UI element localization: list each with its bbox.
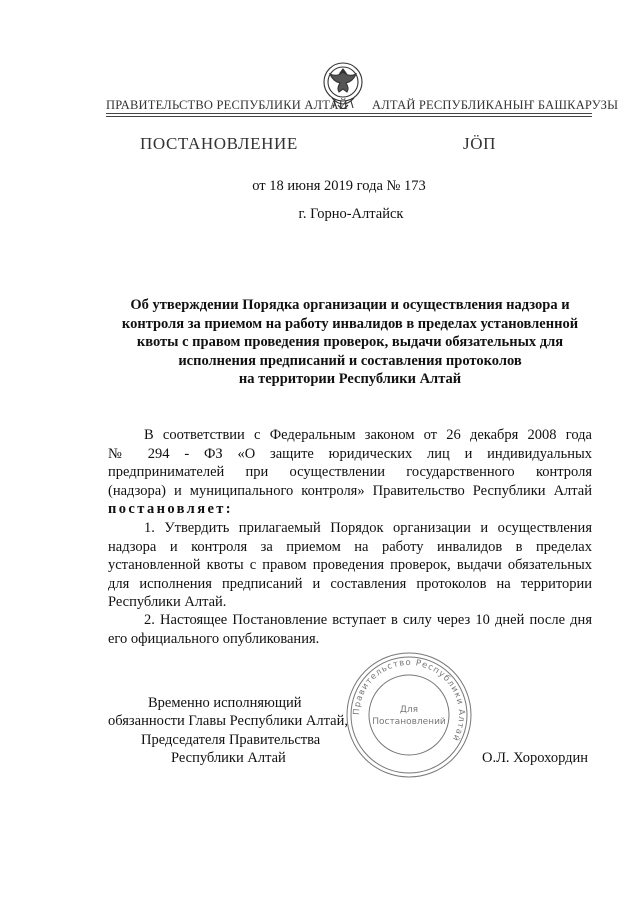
doc-type-russian: ПОСТАНОВЛЕНИЕ [140,134,298,153]
item-1-paragraph [108,519,592,612]
signatory-title-line: Республики Алтай [171,750,286,766]
header-rule-top [106,113,592,114]
issuer-name-russian: ПРАВИТЕЛЬСТВО РЕСПУБЛИКИ АЛТАЙ [106,98,348,112]
title-line: на территории Республики Алтай [238,371,462,387]
document-title [108,296,592,389]
stamp-inner-text: Постановлений [372,717,446,727]
signatory-title-line: Председателя Правительства [141,732,321,748]
item-2-paragraph [108,611,592,648]
stamp-inner-text: Для [399,705,419,715]
text-line: его официального опубликования. [108,630,320,647]
date-line: от 18 июня 2019 года № 173 [252,178,426,194]
title-line: квоты с правом проведения проверок, выдачи обязательных для [136,334,564,350]
signatory-title-line: обязанности Главы Республики Алтай, [108,713,348,729]
text-line: надзора и контроля за приемом на работу инвалидов в пределах [108,538,592,555]
text-line: предпринимателей при осуществлении государственного контроля [108,464,592,480]
city-line: г. Горно-Алтайск [298,206,404,222]
text-line: № 294 - ФЗ «О защите юридических лиц и индивидуальных [108,445,592,462]
text-line: установленной квоты с правом проведения проверок, выдачи обязательных [108,557,592,573]
text-line: В соответствии с Федеральным законом от 26 декабря 2008 года [144,427,592,443]
title-line: контроля за приемом на работу инвалидов в пределах установленной [121,315,579,332]
official-stamp-seal [344,650,474,780]
text-line: (надзора) и муниципального контроля» Правительство Республики Алтай [108,482,592,499]
text-line: для исполнения предписаний и составления протоколов на территории [108,575,592,592]
preamble-paragraph [108,426,592,519]
title-line: Об утверждении Порядка организации и осуществления надзора и [130,297,570,313]
doc-type-altai: ЈӦП [463,134,496,153]
stamp-ring-text: Правительство Республики Алтай [351,657,467,744]
text-line: 1. Утвердить прилагаемый Порядок организации и осуществления [144,520,592,536]
svg-text:Правительство Республики Алтай [352,658,466,743]
signatory-title-line: Временно исполняющий [148,695,302,711]
decree-word: постановляет: [108,501,234,517]
text-line: 2. Настоящее Постановление вступает в силу через 10 дней после дня [144,612,592,628]
text-line: Республики Алтай. [108,594,227,610]
header-rule-bottom [106,116,592,117]
issuer-name-altai: АЛТАЙ РЕСПУБЛИКАНЫҤ БАШКАРУЗЫ [372,98,619,112]
signatory-name: О.Л. Хорохордин [482,750,589,766]
title-line: исполнения предписаний и составления протоколов [178,352,522,369]
